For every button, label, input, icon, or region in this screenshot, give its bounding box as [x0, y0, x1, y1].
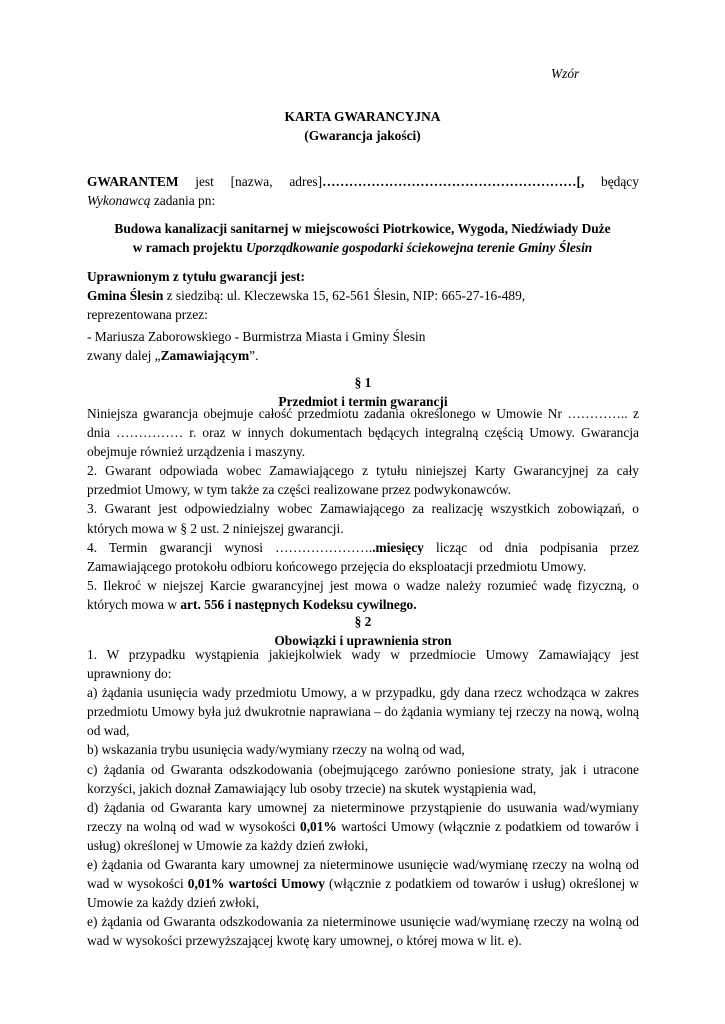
item-d-text-rest: wartości Umowy (włącznie z podatkiem od towarów i usług) określonej w Umowie za każdy dzień zwłoki, [87, 818, 640, 853]
project-title [70, 219, 655, 257]
guarantor-line-2 [87, 191, 639, 210]
called-suffix: ”. [249, 348, 259, 364]
beneficiary-address-text: z siedzibą: ul. Kleczewska 15, 62-561 Ślesin, NIP: 665-27-16-489, [163, 288, 526, 304]
represented-by: reprezentowana przez: [87, 307, 208, 323]
section-1-paragraph-2: 2. Gwarant odpowiada wobec Zamawiającego z tytułu niniejszej Karty Gwarancyjnej za cały przedmiot Umowy, w tym także za części realizowane przez podwykonawców. [87, 463, 639, 498]
item-d-rate: 0,01% [300, 818, 337, 834]
beneficiary-heading: Uprawnionym z tytułu gwarancji jest: [87, 269, 305, 284]
title-line-1: KARTA GWARANCYJNA [284, 109, 441, 124]
defect-text: 5. Ilekroć w niejszej Karcie gwarancyjnej jest mowa o wadze należy rozumieć wadę fizyczną, o których mowa w [87, 577, 639, 612]
section-1-paragraph-5 [87, 576, 639, 614]
beneficiary-name: Gmina Ślesin [87, 288, 164, 304]
guarantor-label: GWARANTEM [87, 174, 179, 189]
term-text: 4. Termin gwarancji wynosi …………………. [87, 539, 373, 555]
section-1-body [87, 404, 639, 614]
template-label: Wzór [551, 66, 580, 81]
term-text-rest: licząc od dnia podpisania przez Zamawiającego protokołu odbioru końcowego przejęcia do eksploatacji przedmiotu Umowy. [87, 539, 639, 574]
section-2-number: § 2 [354, 614, 372, 629]
project-prefix: w ramach projektu [132, 240, 246, 256]
guarantor-address [289, 172, 584, 191]
item-e1-rate: 0,01% wartości Umowy [187, 876, 325, 892]
contractor-term: Wykonawcą [87, 193, 151, 209]
project-line-2 [70, 238, 655, 257]
project-name: Uporządkowanie gospodarki ściekowejna terenie Gminy Ślesin [245, 240, 593, 256]
guarantor-block [87, 172, 639, 210]
guarantor-dots: …………………………………………………[, [322, 174, 585, 189]
section-2-item-b: b) wskazania trybu usunięcia wady/wymiany rzeczy na wolną od wad, [87, 742, 465, 758]
called-name: Zamawiającym [160, 348, 250, 364]
representative-person: - Mariusza Zaborowskiego - Burmistrza Miasta i Gminy Ślesin [87, 329, 426, 344]
item-e1-text: e) żądania od Gwaranta kary umownej za nieterminowe usunięcie wad/wymianę rzeczy na wolną od wad w wysokości [87, 857, 639, 892]
guarantor-word: jest [195, 174, 214, 189]
section-1-paragraph-4 [87, 538, 639, 576]
guarantor-word: adres] [289, 174, 323, 189]
section-1-paragraph-1: Niniejsza gwarancja obejmuje całość przedmiotu zadania określonego w Umowie Nr ………….. z dnia …………… r. oraz w innych dokumentach będących integralną częścią Umowy. Gwarancja obejmuje również urządzenia i maszyny. [87, 406, 639, 460]
beneficiary-address [87, 286, 639, 305]
section-2-item-e2: e) żądania od Gwaranta odszkodowania za nieterminowe usunięcie wad/wymianę rzeczy na wolną od wad w wysokości przewyższającej kwotę kary umownej, o której mowa w lit. e). [87, 914, 639, 949]
item-d-text: d) żądania od Gwaranta kary umownej za nieterminowe przystąpienie do usuwania wad/wymiany rzeczy na wolną od wad w wysokości [87, 799, 639, 834]
civil-code-reference: art. 556 i następnych Kodeksu cywilnego. [180, 596, 417, 612]
section-2-paragraph-1: 1. W przypadku wystąpienia jakiejkolwiek wady w przedmiocie Umowy Zamawiający jest uprawniony do: [87, 647, 639, 682]
section-1-heading: Przedmiot i termin gwarancji [278, 394, 448, 410]
section-2-item-d [87, 798, 639, 855]
section-2-body [87, 645, 639, 951]
section-2-item-a: a) żądania usunięcia wady przedmiotu Umowy, a w przypadku, gdy dana rzecz wchodząca w zakres przedmiotu Umowy była już dwukrotnie naprawiana – do żądania wymiany tej rzeczy na nową, wolną od wad, [87, 685, 639, 739]
guarantor-word: [nazwa, [230, 174, 273, 189]
title-line-2: (Gwarancja jakości) [304, 128, 421, 143]
project-line-1: Budowa kanalizacji sanitarnej w miejscowości Piotrkowice, Wygoda, Niedźwiady Duże [114, 221, 611, 236]
item-e1-text-rest: (włącznie z podatkiem od towarów i usług) określonej w Umowie za każdy dzień zwłoki, [87, 876, 640, 911]
section-2-item-c: c) żądania od Gwaranta odszkodowania (obejmującego zarówno poniesione straty, jak i utracone korzyści, jakich doznał Zamawiający lub osoby trzecie) na skutek wystąpienia wad, [87, 761, 639, 796]
section-1-number: § 1 [354, 375, 372, 390]
representative-block [87, 327, 639, 365]
task-label: zadania pn: [150, 193, 216, 209]
section-2-heading: Obowiązki i uprawnienia stron [274, 633, 452, 649]
guarantor-word: będący [601, 174, 639, 189]
section-2-item-e1 [87, 855, 639, 912]
beneficiary-block [87, 267, 639, 324]
section-1-paragraph-3: 3. Gwarant jest odpowiedzialny wobec Zamawiającego za realizację wszystkich zobowiązań, o których mowa w § 2 ust. 2 niniejszej gwarancji. [87, 501, 639, 536]
guarantor-line [87, 172, 639, 191]
called-prefix: zwany dalej „ [87, 348, 161, 364]
called-line [87, 346, 639, 365]
document-title [0, 107, 725, 145]
term-months: .miesięcy [372, 539, 424, 555]
